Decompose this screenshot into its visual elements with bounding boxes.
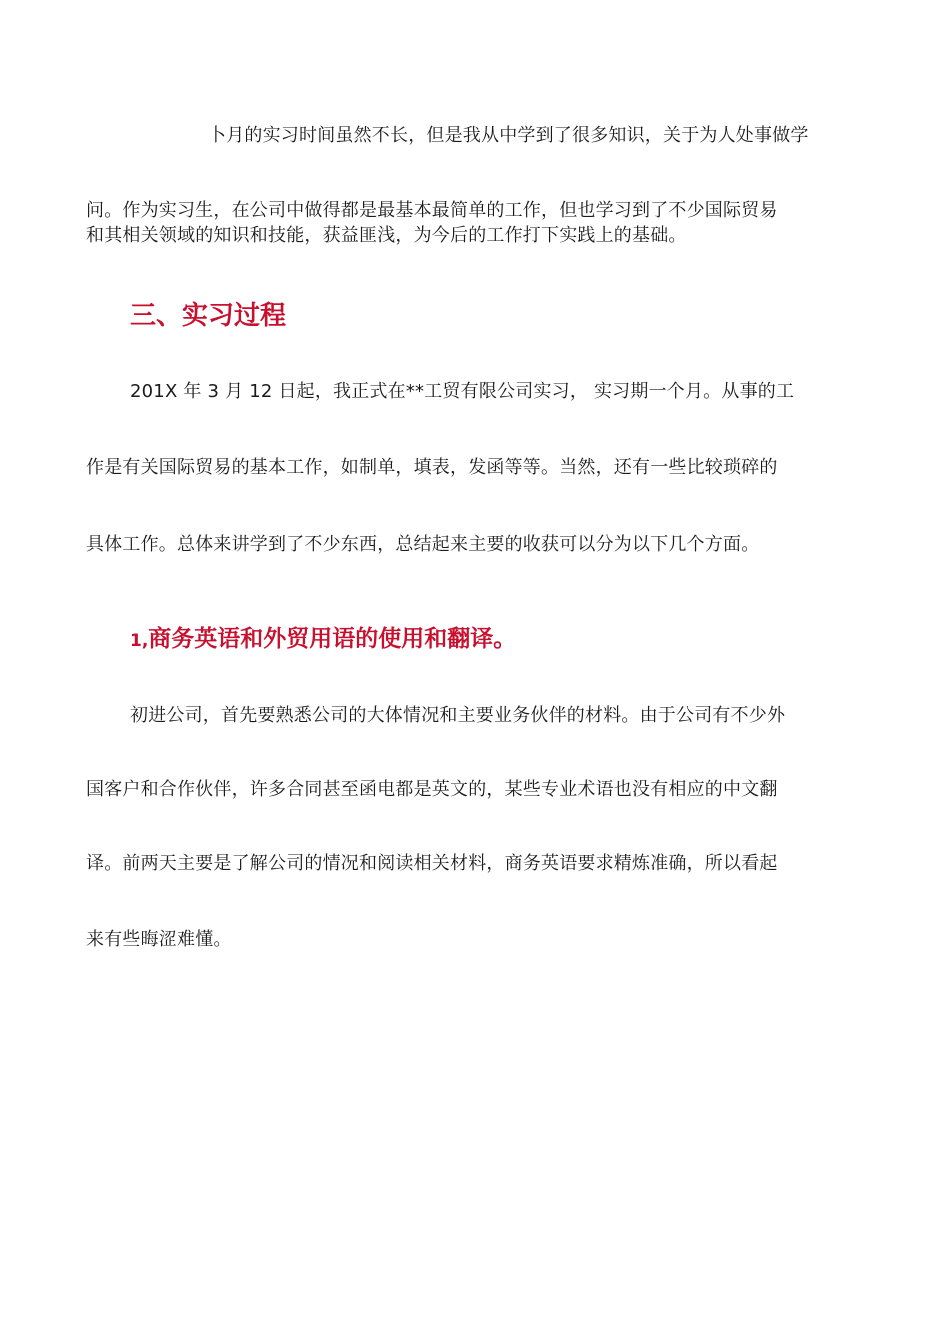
intro-line-1: 卜月的实习时间虽然不长，但是我从中学到了很多知识，关于为人处事做学 (208, 125, 809, 146)
section-heading-internship-process: 三、实习过程 (130, 301, 287, 331)
intro-line-2: 问。作为实习生，在公司中做得都是最基本最简单的工作，但也学习到了不少国际贸易 (86, 200, 778, 221)
section3-line-1: 201X 年 3 月 12 日起，我正式在**工贸有限公司实习， 实习期一个月。从事的工 (130, 381, 795, 402)
subsection1-line-3: 译。前两天主要是了解公司的情况和阅读相关材料，商务英语要求精炼准确，所以看起 (86, 853, 778, 874)
subsection-title: 商务英语和外贸用语的使用和翻译。 (148, 626, 517, 652)
section3-line-3: 具体工作。总体来讲学到了不少东西，总结起来主要的收获可以分为以下几个方面。 (86, 534, 760, 555)
subsection-heading-business-english (130, 624, 516, 656)
subsection1-line-2: 国客户和合作伙伴，许多合同甚至函电都是英文的，某些专业术语也没有相应的中文翻 (86, 779, 778, 800)
subsection1-line-4: 来有些晦涩难懂。 (86, 929, 232, 950)
intro-line-3: 和其相关领域的知识和技能，获益匪浅，为今后的工作打下实践上的基础。 (86, 225, 687, 246)
subsection-number: 1, (130, 631, 149, 651)
section3-line-2: 作是有关国际贸易的基本工作，如制单，填表，发函等等。当然，还有一些比较琐碎的 (86, 457, 778, 478)
subsection1-line-1: 初进公司，首先要熟悉公司的大体情况和主要业务伙伴的材料。由于公司有不少外 (130, 705, 786, 726)
